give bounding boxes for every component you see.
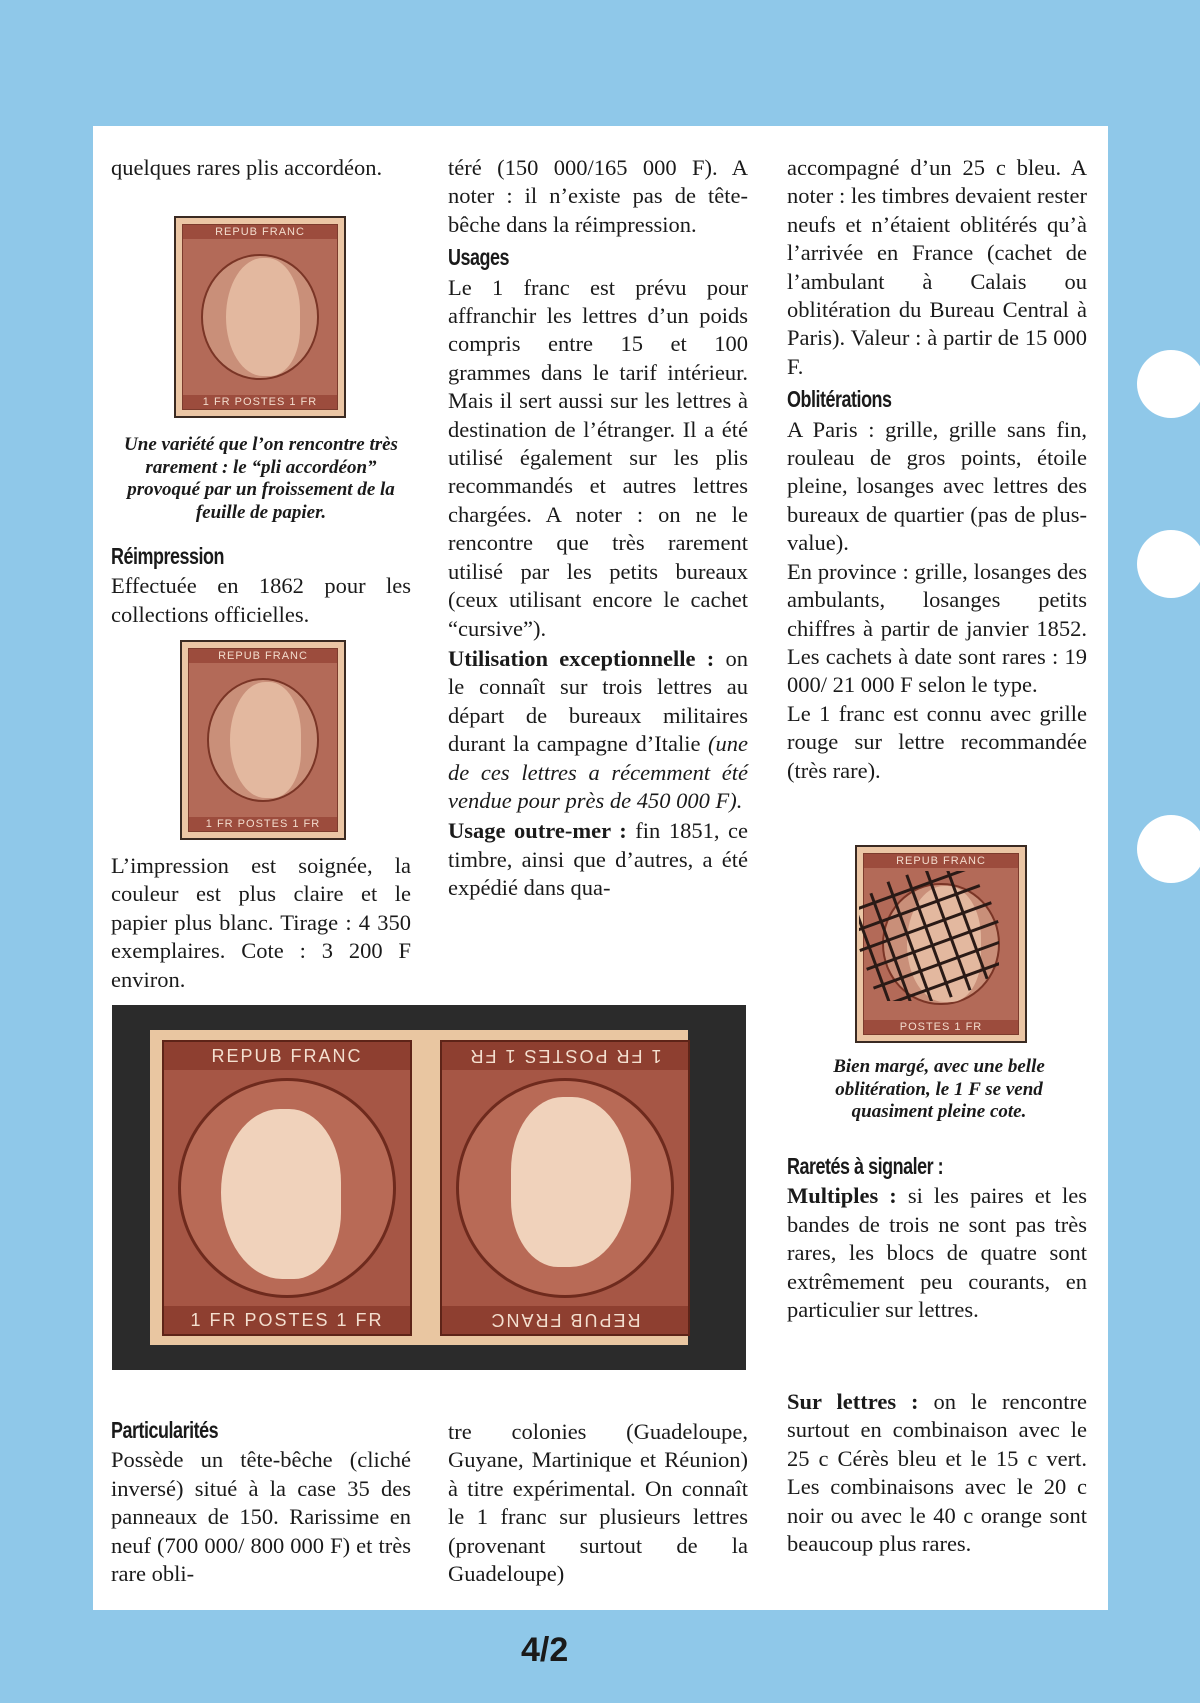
stamp-inverted: [440, 1040, 690, 1336]
page-number: 4/2: [521, 1631, 569, 1669]
reimpression-text: Effectuée en 1862 pour les collections officielles.: [111, 573, 411, 627]
surlettres-paragraph: [787, 1388, 1087, 1558]
caption-grille: Bien margé, avec une belle oblitération, le 1 F se vend quasiment pleine cote.: [833, 1056, 1045, 1122]
column-1-top: [111, 154, 411, 182]
stamp-pli-accordeon: [174, 216, 346, 418]
rouge-text: Le 1 franc est connu avec grille rouge sur lettre recommandée (très rare).: [787, 700, 1087, 783]
multiples-label: Multiples :: [787, 1183, 897, 1209]
pair-left-top: REPUB FRANC: [211, 1046, 363, 1066]
column-2-continuation: [448, 1418, 748, 1588]
column-1-particularites: [111, 1412, 411, 1588]
province-text: En province : grille, losanges des ambulants, losanges petits chiffres à partir de janvier 1852. Les cachets à date sont rares : 19 000/ 21 000 F selon le type.: [787, 558, 1087, 698]
grid-cancel-mark: [859, 871, 999, 1001]
util-label: Utilisation exceptionnelle :: [448, 645, 715, 671]
stamp-upright: [162, 1040, 412, 1336]
stamp1-bottom-text: 1 FR POSTES 1 FR: [202, 396, 318, 408]
utilisation-exceptionnelle: [448, 645, 748, 815]
stamp2-top-text: REPUB FRANC: [218, 650, 308, 662]
impression-text: L’impression est soignée, la couleur est plus claire et le papier plus blanc. Tirage : 4 350 exemplaires. Cote : 3 200 F environ.: [111, 853, 411, 992]
pair-right-top: 1 FR POSTES 1 FR: [468, 1046, 662, 1066]
outremer-label: Usage outre-mer :: [448, 818, 627, 844]
binder-hole: [1137, 350, 1200, 418]
outremer-text: fin 1851, ce timbre, ainsi que d’autres, a été expédié dans qua-: [448, 818, 749, 901]
caption-pli-accordeon: Une variété que l’on rencontre très rarement : le “pli accordéon” provoqué par un froissement de la feuille de papier.: [124, 434, 398, 523]
column-3: [787, 154, 1087, 785]
usages-text: Le 1 franc est prévu pour affranchir les lettres d’un poids compris entre 15 et 100 grammes dans le tarif intérieur. Mais il sert aussi sur les lettres à destination de l’étranger. Il a été utilisé également sur les plis recommandés et autres lettres chargées. A noter : on ne le rencontre que très rarement utilisé par les petits bureaux (ceux utilisant encore le cachet “cursive”).: [448, 274, 748, 641]
stamp3-bottom-text: POSTES 1 FR: [899, 1021, 983, 1033]
stamp-reimpression: [180, 640, 346, 840]
util-text: on le connaît sur trois lettres au départ de bureaux militaires durant la campagne d’Italie: [448, 645, 748, 757]
multiples-paragraph: [787, 1182, 1087, 1324]
col3-intro: accompagné d’un 25 c bleu. A noter : les timbres devaient rester neufs et n’étaient oblitérés qu’à l’arrivée en France (cachet de l’ambulant à Calais ou oblitération du Bureau Central à Paris). Valeur : à partir de 15 000 F.: [787, 155, 1087, 379]
stamp-grille: [855, 845, 1027, 1043]
binder-hole: [1137, 815, 1200, 883]
col1-intro: quelques rares plis accordéon.: [111, 155, 383, 180]
column-2: [448, 154, 748, 903]
column-1-impression: [111, 852, 411, 994]
pair-left-bottom: 1 FR POSTES 1 FR: [190, 1310, 384, 1330]
util-italic: (une de ces lettres a récemment été vendue pour près de 450 000 F).: [448, 731, 748, 813]
heading-reimpression: Réimpression: [111, 543, 225, 569]
binder-hole: [1137, 530, 1200, 598]
pair-right-bottom: REPUB FRANC: [489, 1310, 641, 1330]
multiples-text: si les paires et les bandes de trois ne sont pas très rares, les blocs de quatre sont extrêmement peu courants, en particulier sur lettres.: [787, 1183, 1087, 1323]
col2-continuation: tre colonies (Guadeloupe, Guyane, Martinique et Réunion) à titre expérimental. On connaît le 1 franc sur plusieurs lettres (provenant surtout de la Guadeloupe): [448, 1419, 748, 1587]
stamp3-top-text: REPUB FRANC: [896, 855, 986, 867]
paris-text: A Paris : grille, grille sans fin, rouleau de gros points, étoile pleine, losanges avec lettres des bureaux de quartier (pas de plus-value).: [787, 416, 1087, 556]
col2-intro: téré (150 000/165 000 F). A noter : il n’existe pas de tête-bêche dans la réimpression.: [448, 155, 748, 237]
particularites-text: Possède un tête-bêche (cliché inversé) situé à la case 35 des panneaux de 150. Rarissime en neuf (700 000/ 800 000 F) et très rare obli-: [111, 1447, 411, 1587]
column-3-sur-lettres: [787, 1388, 1087, 1558]
column-3-raretes: [787, 1148, 1087, 1324]
column-1-reimpression: [111, 538, 411, 629]
stamp2-bottom-text: 1 FR POSTES 1 FR: [205, 818, 321, 830]
heading-raretes: Raretés à signaler :: [787, 1153, 944, 1179]
heading-particularites: Particularités: [111, 1417, 219, 1443]
stamp1-top-text: REPUB FRANC: [215, 226, 305, 238]
surlettres-label: Sur lettres :: [787, 1389, 919, 1414]
heading-usages: Usages: [448, 244, 510, 271]
usage-outre-mer: [448, 817, 748, 902]
surlettres-text: on le rencontre surtout en combinaison avec le 25 c Cérès bleu et le 15 c vert. Les combinaisons avec le 20 c noir ou avec le 40 c orange sont beaucoup plus rares.: [787, 1389, 1087, 1557]
heading-obliterations: Oblitérations: [787, 386, 892, 413]
